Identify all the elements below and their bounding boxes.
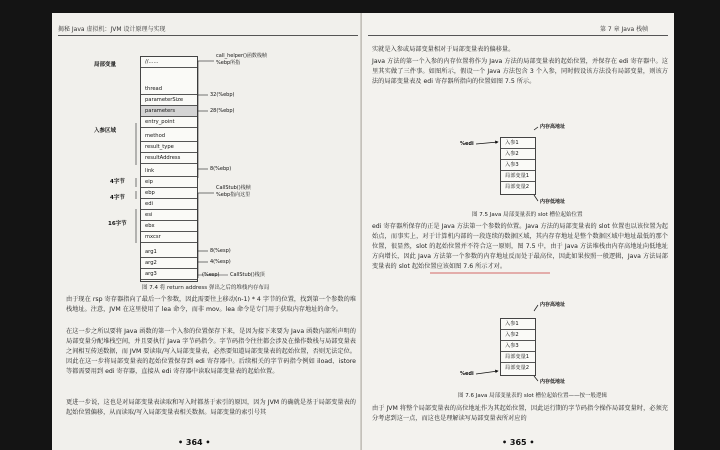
slot-cell: 入参2 [501,330,535,341]
annotation: 4(%esp) [210,259,231,265]
stack-cell: link [141,166,197,177]
annotation: CallStub()栈帧 [216,185,251,191]
slot-cell: 局部变量1 [501,171,535,182]
body-paragraph: 在这一步之所以要将 Java 函数的第一个入参的位置保存下来，是因为接下来要为 Java 函数内部所声明的局部变量分配堆栈空间，并且要执行 Java 字节码指令。字节码指令往往都会涉及在操作数栈与局部变量表之间相互传送数据，而 JVM 要读取/写入局部变量表，必然要知道局部变量表的起始位置，否则无法定位。因此在这一步将局部变量表的起始位置保存到 edi 寄存器中。后续相关的字节码指令例如 iload、istore 等都需要用到 edi 寄存器，直接从 edi 寄存器中读取局部变量表的起始位置。 [66,328,356,375]
low-address-label: 内存低地址 [540,199,566,205]
low-address-label: 内存低地址 [540,379,566,385]
stack-cell: ebx [141,221,197,232]
stack-cell: //...... [141,57,197,68]
edi-pointer-label: %edi [460,371,474,377]
body-paragraph: 实就是入参或局部变量相对于局部变量表的偏移量。 [372,46,515,53]
annotation: call_helper()函数栈帧 [216,53,267,59]
stack-cell: arg2 [141,258,197,269]
body-paragraph: edi 寄存器所保存的正是 Java 方法第一个参数的位置。Java 方法的局部变量表的 slot 位置也以该位置为起始点，而事实上，对于计算机内部的一段连续的数据区域，其内存存地址是整个数据区域中地址最低的那个位置，很显然，slot 的起始位置并不符合这一原则，图 7.5 中，由于 Java 方法堆栈由内存高地址向低地址方向增长，因此 Java 方法第一个参数的内存地址反而处于最高位，因此如果按照一般逻辑，Java 方法局部变量表的 slot 起始位置应该如图 7.6 所示才对。 [372,223,668,270]
edi-pointer-label: %edi [460,141,474,147]
stack-cell: entry_point [141,117,197,128]
slot-cell: 局部变量2 [505,365,530,371]
annotation: 28(%ebp) [210,108,235,114]
slot-cell: 局部变量2 [505,184,530,190]
high-address-label: 内存高地址 [540,302,566,308]
stack-cell: thread [141,84,197,95]
slot-cell: 入参2 [501,149,535,160]
stack-cell: parameters [141,106,197,117]
slot-cell: 入参3 [501,160,535,171]
page-number: • 365 • [502,438,535,447]
stack-cell: resultAddress [141,153,197,164]
side-label-4b-a: 4字节 [110,179,125,185]
left-page-header: 揭秘 Java 虚拟机：JVM 设计原理与实现 [58,26,166,33]
annotation: 32(%ebp) [210,92,235,98]
annotation: 8(%ebp) [210,166,232,172]
slot-cell: 入参1 [501,138,535,149]
body-paragraph: 由于 JVM 将整个局部变量表的高位地址作为其起始位置，因此运行期的字节码指令操作局部变量时，必须充分考虑到这一点，而这也是理解读写局部变量表所对应的 [372,405,668,422]
slot-cell: 入参1 [501,319,535,330]
figure-arrows [52,13,362,450]
figure-caption: 图 7.5 Java 局部变量表的 slot 槽位起始位置 [472,212,583,218]
stack-cell: parameterSize [141,95,197,106]
stack-cell: result_type [141,142,197,153]
right-page-header: 第 7 章 Java 栈帧 [600,26,649,33]
high-address-label: 内存高地址 [540,124,566,130]
side-label-args: 入参区域 [94,128,117,134]
side-label-locals: 局部变量 [94,62,117,68]
stack-cell: eip [141,177,197,188]
annotation: (%esp) [202,272,220,278]
body-paragraph: 由于现在 rsp 寄存器指向了最后一个参数，因此需要往上移动(n-1) * 4 字节的位置，找到第一个参数的堆栈地址。注意，JVM 在这里使用了 lea 命令，而非 mov。lea 命令是专门用于获取内存地址的命令。 [66,296,356,313]
annotation: CallStub()栈顶 [230,272,265,278]
figure-caption: 图 7.6 Java 局部变量表的 slot 槽位起始位置——按一般逻辑 [458,393,608,399]
stack-cell: esi [141,210,197,221]
body-paragraph: 更进一步说，这也是对局部变量表读取和写入时都基于索引的原因，因为 JVM 的确就是基于局部变量表的起始位置偏移，从而读取/写入局部变量表相关数据。局部变量的索引号其 [66,399,356,416]
stack-cell: arg1 [141,247,197,258]
annotation: %ebp所指 [216,60,241,66]
stack-cell: method [141,131,197,142]
stack-cell: edi [141,199,197,210]
stack-cell: ebp [141,188,197,199]
side-label-16b: 16字节 [108,221,127,227]
left-book-page [52,13,362,450]
figure-arrows [362,13,674,450]
side-label-4b-b: 4字节 [110,195,125,201]
figure-caption: 图 7.4 将 return address 弹出之后的堆栈内存布局 [142,285,270,291]
right-book-page [362,13,674,450]
annotation: 8(%esp) [210,248,231,254]
body-paragraph: Java 方法的第一个入参的内存位置将作为 Java 方法的局部变量表的起始位置，并保存在 edi 寄存器中。这里其实做了三件事。如图所示，假设一个 Java 方法包含 3 个入参，同时假设该方法没有局部变量，则该方法的局部变量表及 edi 寄存器所指向的位置如图 7.5 所示。 [372,58,668,85]
slot-cell: 入参3 [501,341,535,352]
page-number: • 364 • [178,438,211,447]
slot-cell: 局部变量1 [501,352,535,363]
stack-cell: arg3 [141,269,197,280]
annotation: %ebp指向这里 [216,192,251,198]
stack-cell: mxcsr [141,232,197,243]
